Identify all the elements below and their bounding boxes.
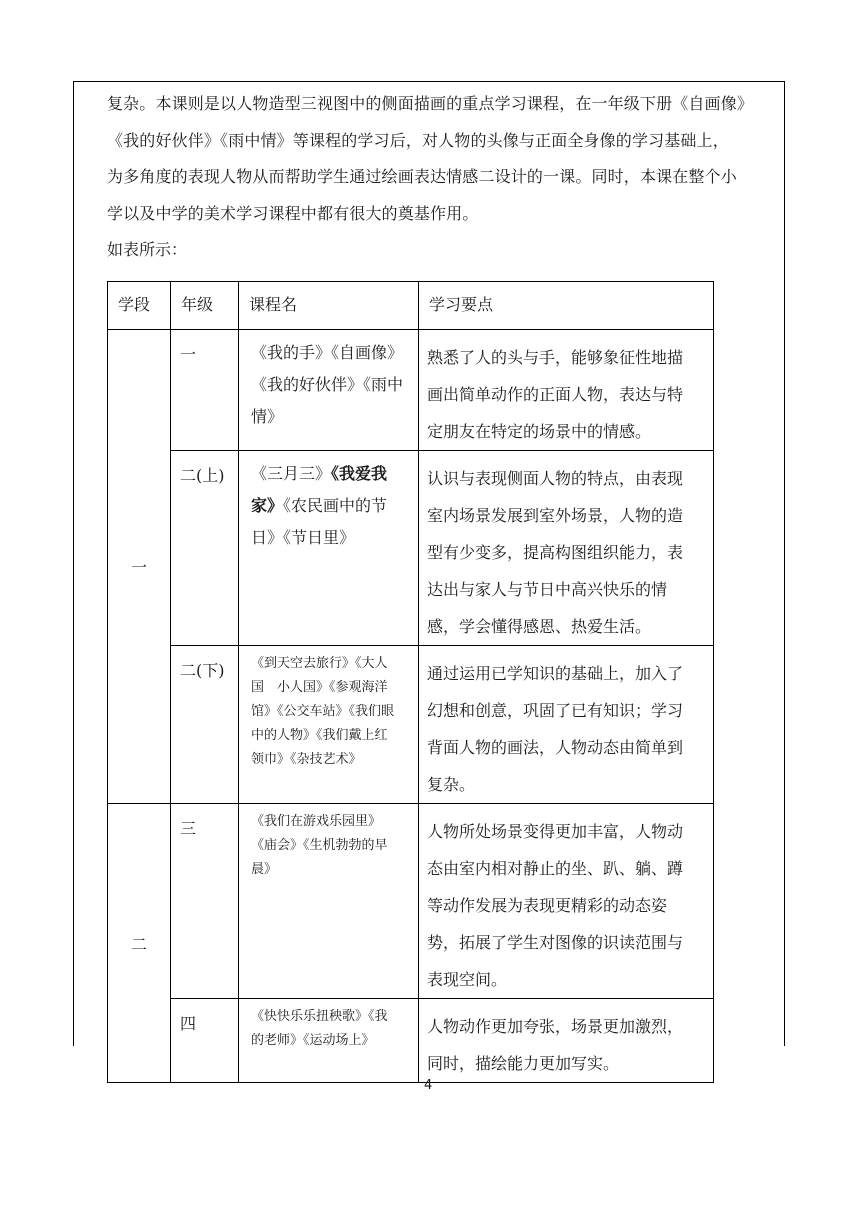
course-line: 的老师》《运动场上》 bbox=[251, 1033, 375, 1048]
points-line: 定朋友在特定的场景中的情感。 bbox=[427, 422, 652, 441]
course-line: 国 小人国》《参观海洋 bbox=[251, 680, 388, 695]
course-line bbox=[251, 458, 418, 490]
points-line: 熟悉了人的头与手，能够象征性地描 bbox=[427, 348, 684, 367]
paragraph-line: 学以及中学的美术学习课程中都有很大的奠基作用。 bbox=[107, 203, 479, 223]
grade-cell: 三 bbox=[171, 804, 239, 999]
points-line: 室内场景发展到室外场景，人物的造 bbox=[427, 506, 684, 525]
course-line: 《快快乐乐扭秧歌》《我 bbox=[251, 1009, 388, 1024]
points-line: 等动作发展为表现更精彩的动态姿 bbox=[427, 896, 668, 915]
course-text: 《农民画中的节 bbox=[283, 496, 388, 515]
body-paragraph bbox=[107, 86, 787, 232]
course-cell bbox=[239, 646, 419, 804]
table-row bbox=[108, 330, 714, 451]
grade-cell: 二(下) bbox=[171, 646, 239, 804]
course-line: 晨》 bbox=[251, 862, 278, 877]
grade-cell: 四 bbox=[171, 999, 239, 1083]
table-row bbox=[108, 646, 714, 804]
points-cell bbox=[419, 999, 714, 1083]
course-line: 《庙会》《生机勃勃的早 bbox=[251, 838, 388, 853]
page-number: 4 bbox=[424, 1078, 433, 1093]
points-line: 幻想和创意，巩固了已有知识；学习 bbox=[427, 701, 684, 720]
paragraph-line: 复杂。本课则是以人物造型三视图中的侧面描画的重点学习课程，在一年级下册《自画像》 bbox=[107, 94, 754, 113]
table-row bbox=[108, 804, 714, 999]
course-cell bbox=[239, 999, 419, 1083]
table-row bbox=[108, 999, 714, 1083]
intro-text: 如表所示： bbox=[107, 240, 188, 259]
points-line: 同时，描绘能力更加写实。 bbox=[427, 1054, 620, 1073]
course-cell bbox=[239, 451, 419, 646]
points-line: 背面人物的画法，人物动态由简单到 bbox=[427, 738, 684, 757]
stage-cell: 二 bbox=[108, 804, 171, 1083]
points-cell bbox=[419, 646, 714, 804]
course-line: 情》 bbox=[251, 407, 284, 426]
course-line: 领巾》《杂技艺术》 bbox=[251, 752, 362, 767]
points-cell bbox=[419, 330, 714, 451]
course-line: 馆》《公交车站》《我们眼 bbox=[251, 704, 395, 719]
course-line: 日》《节日里》 bbox=[251, 528, 356, 547]
stage-cell: 一 bbox=[108, 330, 171, 804]
points-line: 人物所处场景变得更加丰富，人物动 bbox=[427, 822, 684, 841]
course-line: 《到天空去旅行》《大人 bbox=[251, 656, 388, 671]
header-grade: 年级 bbox=[171, 282, 239, 330]
course-text-bold: 《我爱我 bbox=[331, 464, 388, 483]
course-text: 《三月三》 bbox=[251, 464, 332, 483]
course-cell bbox=[239, 330, 419, 451]
course-line: 《我的好伙伴》《雨中 bbox=[251, 375, 404, 394]
points-cell bbox=[419, 451, 714, 646]
points-line: 型有少变多，提高构图组织能力，表 bbox=[427, 543, 684, 562]
header-points: 学习要点 bbox=[419, 282, 714, 330]
paragraph-line: 为多角度的表现人物从而帮助学生通过绘画表达情感二设计的一课。同时，本课在整个小 bbox=[107, 167, 737, 186]
course-text-bold: 家》 bbox=[251, 496, 284, 515]
grade-cell: 二(上) bbox=[171, 451, 239, 646]
points-line: 表现空间。 bbox=[427, 970, 508, 989]
points-line: 感，学会懂得感恩、热爱生活。 bbox=[427, 617, 652, 636]
header-course: 课程名 bbox=[239, 282, 419, 330]
course-cell bbox=[239, 804, 419, 999]
points-line: 人物动作更加夸张，场景更加激烈， bbox=[427, 1017, 684, 1036]
paragraph-line: 《我的好伙伴》《雨中情》等课程的学习后，对人物的头像与正面全身像的学习基础上， bbox=[107, 130, 729, 150]
points-line: 认识与表现侧面人物的特点，由表现 bbox=[427, 469, 684, 488]
course-line bbox=[251, 490, 418, 522]
curriculum-table bbox=[107, 281, 714, 1083]
table-header-row bbox=[108, 282, 714, 330]
course-line: 《我们在游戏乐园里》 bbox=[251, 814, 382, 829]
points-line: 势，拓展了学生对图像的识读范围与 bbox=[427, 933, 684, 952]
points-line: 态由室内相对静止的坐、趴、躺、蹲 bbox=[427, 859, 684, 878]
points-line: 画出简单动作的正面人物，表达与特 bbox=[427, 385, 684, 404]
course-line: 《我的手》《自画像》 bbox=[251, 343, 404, 362]
points-line: 复杂。 bbox=[427, 775, 476, 794]
points-cell bbox=[419, 804, 714, 999]
points-line: 达出与家人与节日中高兴快乐的情 bbox=[427, 580, 668, 599]
header-stage: 学段 bbox=[108, 282, 171, 330]
table-row bbox=[108, 451, 714, 646]
grade-cell: 一 bbox=[171, 330, 239, 451]
course-line: 中的人物》《我们戴上红 bbox=[251, 728, 388, 743]
points-line: 通过运用已学知识的基础上，加入了 bbox=[427, 664, 684, 683]
